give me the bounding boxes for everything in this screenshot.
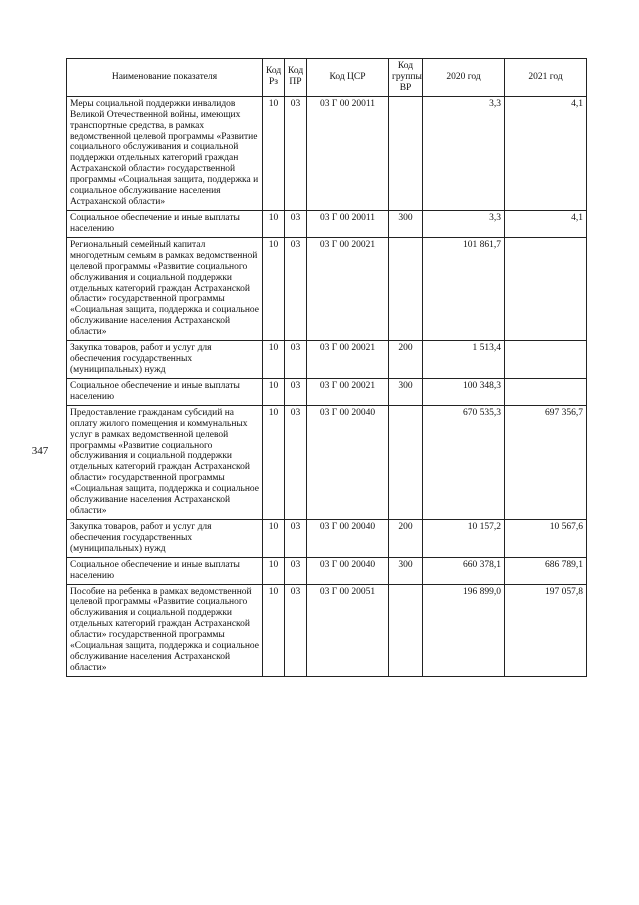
cell-vr: 300 xyxy=(389,557,423,584)
cell-pr: 03 xyxy=(285,96,307,210)
cell-2021: 197 057,8 xyxy=(505,584,587,676)
cell-rz: 10 xyxy=(263,405,285,519)
table-row xyxy=(67,405,587,519)
table-row xyxy=(67,96,587,210)
cell-rz: 10 xyxy=(263,341,285,379)
cell-2020: 196 899,0 xyxy=(423,584,505,676)
cell-name: Закупка товаров, работ и услуг для обеспечения государственных (муниципальных) нужд xyxy=(67,341,263,379)
cell-rz: 10 xyxy=(263,378,285,405)
cell-rz: 10 xyxy=(263,96,285,210)
cell-name: Социальное обеспечение и иные выплаты населению xyxy=(67,378,263,405)
cell-vr xyxy=(389,237,423,340)
cell-vr: 300 xyxy=(389,210,423,237)
cell-name: Пособие на ребенка в рамках ведомственной целевой программы «Развитие социального обслуживания и социальной поддержки отдельных категорий граждан Астраханской области» государственной программы «Социальная защита, поддержка и социальное обслуживание населения Астраханской области» xyxy=(67,584,263,676)
cell-name: Предоставление гражданам субсидий на оплату жилого помещения и коммунальных услуг в рамках ведомственной целевой программы «Развитие социального обслуживания и социальной поддержки отдельных категорий граждан Астраханской области» государственной программы «Социальная защита, поддержка и социальное обслуживание населения Астраханской области» xyxy=(67,405,263,519)
cell-2020: 660 378,1 xyxy=(423,557,505,584)
table-row xyxy=(67,557,587,584)
cell-2020: 1 513,4 xyxy=(423,341,505,379)
cell-pr: 03 xyxy=(285,210,307,237)
cell-2020: 3,3 xyxy=(423,210,505,237)
cell-2021: 686 789,1 xyxy=(505,557,587,584)
header-2020: 2020 год xyxy=(423,59,505,97)
budget-table-container xyxy=(66,58,586,858)
cell-csr: 03 Г 00 20011 xyxy=(307,210,389,237)
cell-name: Меры социальной поддержки инвалидов Великой Отечественной войны, имеющих транспортные средства, в рамках ведомственной целевой программы «Развитие социального обслуживания и социальной поддержки отдельных категорий граждан Астраханской области» государственной программы «Социальная защита, поддержка и социальное обслуживание населения Астраханской области» xyxy=(67,96,263,210)
cell-name: Региональный семейный капитал многодетным семьям в рамках ведомственной целевой программы «Развитие социального обслуживания и социальной поддержки отдельных категорий граждан Астраханской области» государственной программы «Социальная защита, поддержка и социальное обслуживание населения Астраханской области» xyxy=(67,237,263,340)
cell-pr: 03 xyxy=(285,557,307,584)
cell-2021: 697 356,7 xyxy=(505,405,587,519)
table-row xyxy=(67,210,587,237)
cell-csr: 03 Г 00 20040 xyxy=(307,405,389,519)
table-row xyxy=(67,519,587,557)
cell-csr: 03 Г 00 20021 xyxy=(307,378,389,405)
cell-2021: 4,1 xyxy=(505,96,587,210)
cell-csr: 03 Г 00 20021 xyxy=(307,237,389,340)
table-header xyxy=(67,59,587,97)
cell-2020: 10 157,2 xyxy=(423,519,505,557)
cell-2021 xyxy=(505,378,587,405)
budget-table xyxy=(66,58,587,677)
cell-pr: 03 xyxy=(285,237,307,340)
header-vr: Код группы ВР xyxy=(389,59,423,97)
cell-name: Социальное обеспечение и иные выплаты населению xyxy=(67,557,263,584)
cell-rz: 10 xyxy=(263,557,285,584)
table-body xyxy=(67,96,587,676)
cell-csr: 03 Г 00 20021 xyxy=(307,341,389,379)
cell-pr: 03 xyxy=(285,584,307,676)
cell-name: Социальное обеспечение и иные выплаты населению xyxy=(67,210,263,237)
cell-vr xyxy=(389,96,423,210)
header-csr: Код ЦСР xyxy=(307,59,389,97)
cell-rz: 10 xyxy=(263,584,285,676)
cell-csr: 03 Г 00 20051 xyxy=(307,584,389,676)
cell-rz: 10 xyxy=(263,237,285,340)
cell-vr: 200 xyxy=(389,341,423,379)
cell-2021: 4,1 xyxy=(505,210,587,237)
cell-vr: 300 xyxy=(389,378,423,405)
page-number: 347 xyxy=(31,445,49,457)
cell-csr: 03 Г 00 20040 xyxy=(307,557,389,584)
cell-csr: 03 Г 00 20011 xyxy=(307,96,389,210)
cell-csr: 03 Г 00 20040 xyxy=(307,519,389,557)
cell-vr: 200 xyxy=(389,519,423,557)
table-row xyxy=(67,237,587,340)
table-row xyxy=(67,378,587,405)
cell-2021 xyxy=(505,341,587,379)
cell-2020: 3,3 xyxy=(423,96,505,210)
cell-2021: 10 567,6 xyxy=(505,519,587,557)
cell-2020: 101 861,7 xyxy=(423,237,505,340)
cell-pr: 03 xyxy=(285,519,307,557)
table-row xyxy=(67,584,587,676)
cell-rz: 10 xyxy=(263,519,285,557)
cell-2020: 670 535,3 xyxy=(423,405,505,519)
header-row xyxy=(67,59,587,97)
cell-pr: 03 xyxy=(285,341,307,379)
cell-pr: 03 xyxy=(285,378,307,405)
cell-vr xyxy=(389,584,423,676)
cell-2021 xyxy=(505,237,587,340)
header-rz: Код Рз xyxy=(263,59,285,97)
header-name: Наименование показателя xyxy=(67,59,263,97)
cell-rz: 10 xyxy=(263,210,285,237)
table-row xyxy=(67,341,587,379)
cell-name: Закупка товаров, работ и услуг для обеспечения государственных (муниципальных) нужд xyxy=(67,519,263,557)
cell-pr: 03 xyxy=(285,405,307,519)
header-pr: Код ПР xyxy=(285,59,307,97)
cell-2020: 100 348,3 xyxy=(423,378,505,405)
header-2021: 2021 год xyxy=(505,59,587,97)
cell-vr xyxy=(389,405,423,519)
